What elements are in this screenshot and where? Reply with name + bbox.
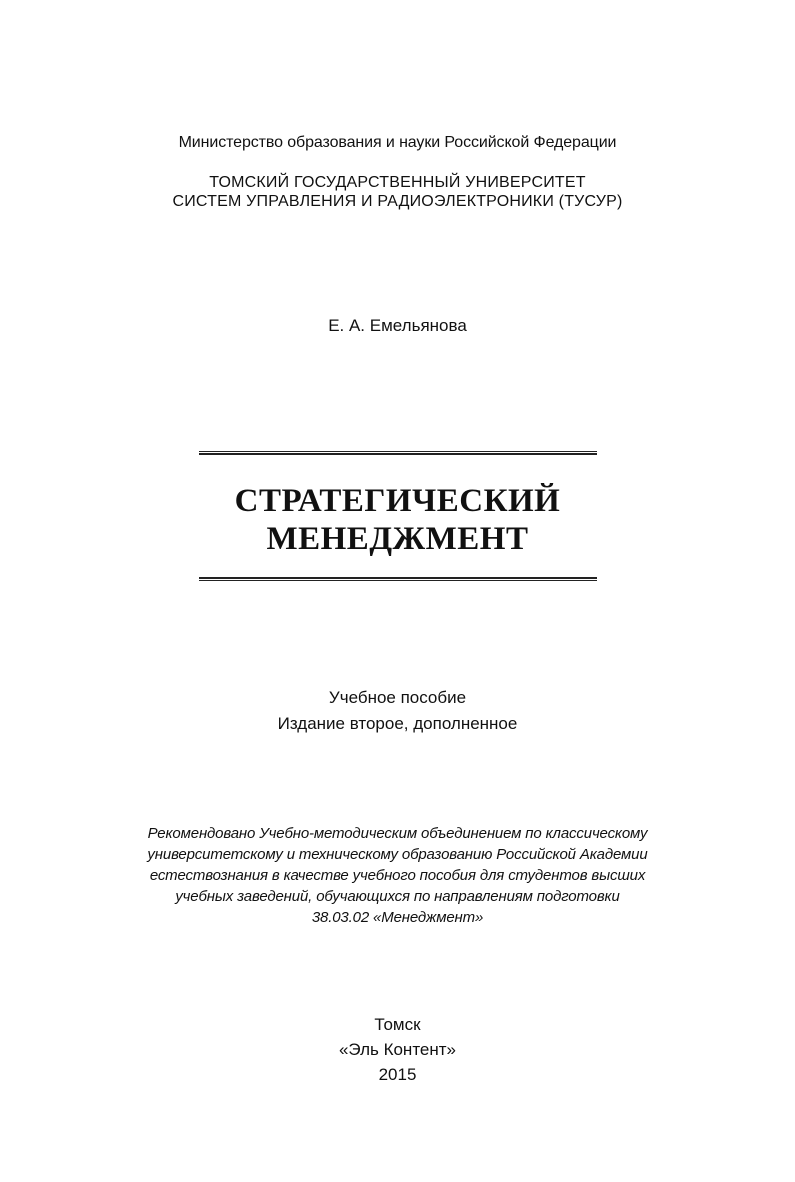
author-name: Е. А. Емельянова xyxy=(328,316,467,335)
edition-info: Издание второе, дополненное xyxy=(277,714,518,733)
university-name-line-1: ТОМСКИЙ ГОСУДАРСТВЕННЫЙ УНИВЕРСИТЕТ xyxy=(209,174,586,191)
imprint-city: Томск xyxy=(374,1015,421,1034)
ministry-name: Министерство образования и науки Российской Федерации xyxy=(178,134,617,151)
recommendation-line: Рекомендовано Учебно-методическим объединением по классическому xyxy=(147,825,648,842)
recommendation-line: университетскому и техническому образованию Российской Академии xyxy=(147,846,648,863)
thick-rule xyxy=(199,453,597,455)
book-type: Учебное пособие xyxy=(328,688,467,707)
thin-rule xyxy=(199,580,597,581)
title-bottom-rule xyxy=(199,577,597,582)
university-name-line-2: СИСТЕМ УПРАВЛЕНИЯ И РАДИОЭЛЕКТРОНИКИ (ТУСУР) xyxy=(172,193,623,210)
book-title-line-2: МЕНЕДЖМЕНТ xyxy=(266,521,529,557)
recommendation-line: естествознания в качестве учебного пособия для студентов высших xyxy=(149,867,646,884)
book-title-line-1: СТРАТЕГИЧЕСКИЙ xyxy=(234,483,561,519)
thick-rule xyxy=(199,577,597,579)
recommendation-line: учебных заведений, обучающихся по направлениям подготовки xyxy=(175,888,620,905)
imprint-publisher: «Эль Контент» xyxy=(338,1040,457,1059)
recommendation-line: 38.03.02 «Менеджмент» xyxy=(311,909,484,926)
thin-rule xyxy=(199,451,597,452)
title-top-rule xyxy=(199,451,597,456)
imprint-year: 2015 xyxy=(378,1065,417,1084)
